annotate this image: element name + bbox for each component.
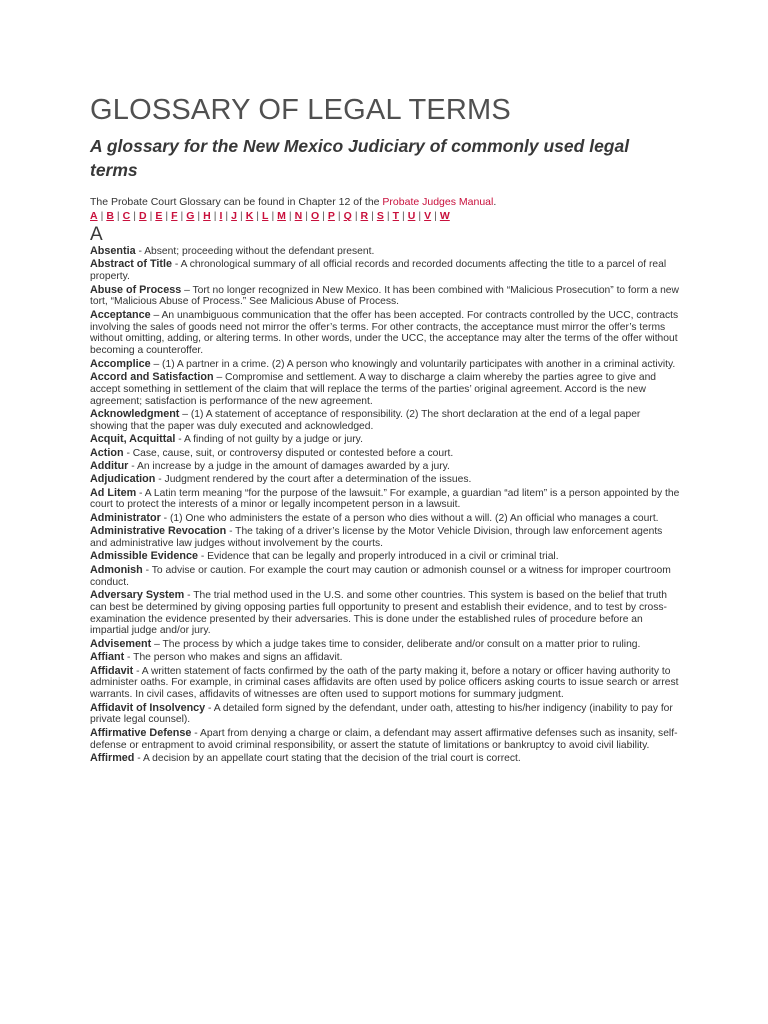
glossary-definition: - The trial method used in the U.S. and some other countries. This system is based on the belief that truth can best be determined by giving opposing parties full opportunity to present and establish their evidence, and to test by cross-examination the evidence presented by their adversaries. This is done under the established rules of procedure before an impartial judge and/or jury. xyxy=(90,590,667,637)
glossary-entry xyxy=(90,703,680,727)
glossary-entry xyxy=(90,639,680,651)
glossary-term: Acknowledgment xyxy=(90,407,180,420)
glossary-term: Affiant xyxy=(90,651,125,664)
glossary-term: Affirmative Defense xyxy=(90,726,192,739)
letter-link-g[interactable]: G xyxy=(186,210,195,222)
glossary-entry xyxy=(90,246,680,258)
letter-link-t[interactable]: T xyxy=(392,210,400,222)
glossary-entry xyxy=(90,526,680,550)
glossary-definition: - The person who makes and signs an affidavit. xyxy=(124,652,343,664)
alphabet-separator: | xyxy=(305,210,308,222)
alphabet-separator: | xyxy=(180,210,184,222)
letter-link-n[interactable]: N xyxy=(294,210,303,222)
glossary-entry xyxy=(90,513,680,525)
glossary-definition: - Case, cause, suit, or controversy disputed or contested before a court. xyxy=(123,447,454,459)
letter-link-o[interactable]: O xyxy=(310,210,320,222)
intro-text-end: . xyxy=(493,196,497,208)
glossary-definition: - Apart from denying a charge or claim, a defendant may assert affirmative defenses such as insanity, self-defense or entrapment to avoid criminal responsibility, or assert the statute of limitations or bankruptcy to avoid civil liability. xyxy=(90,727,678,751)
section-heading-a: A xyxy=(90,224,103,245)
probate-judges-manual-link[interactable]: Probate Judges Manual xyxy=(382,196,494,208)
glossary-entry xyxy=(90,372,680,407)
letter-link-k[interactable]: K xyxy=(245,210,254,222)
glossary-entry xyxy=(90,488,680,512)
letter-link-d[interactable]: D xyxy=(138,210,147,222)
letter-link-u[interactable]: U xyxy=(407,210,416,222)
glossary-definition: – (1) A statement of acceptance of responsibility. (2) The short declaration at the end of a legal paper showing that the paper was duly executed and acknowledged. xyxy=(90,408,641,432)
glossary-entry xyxy=(90,652,680,664)
glossary-term: Admissible Evidence xyxy=(90,550,199,563)
glossary-entry xyxy=(90,359,680,371)
glossary-entry xyxy=(90,753,680,765)
glossary-definition: - A decision by an appellate court stating that the decision of the trial court is correct. xyxy=(134,752,521,764)
alphabet-separator: | xyxy=(371,210,374,222)
alphabet-separator: | xyxy=(225,210,229,222)
glossary-entry xyxy=(90,666,680,701)
glossary-term: Advisement xyxy=(90,637,152,650)
glossary-definition: - A detailed form signed by the defendant, under oath, attesting to his/her indigency (inability to pay for private legal counsel). xyxy=(90,702,673,726)
glossary-page xyxy=(90,92,680,766)
glossary-entry xyxy=(90,259,680,283)
glossary-term: Acceptance xyxy=(90,308,151,321)
glossary-term: Ad Litem xyxy=(90,486,137,499)
glossary-term: Accord and Satisfaction xyxy=(90,370,214,383)
letter-link-l[interactable]: L xyxy=(262,210,269,222)
alphabet-separator: | xyxy=(100,210,104,222)
alphabet-separator: | xyxy=(402,210,405,222)
glossary-term: Administrative Revocation xyxy=(90,525,227,538)
glossary-term: Abstract of Title xyxy=(90,258,172,271)
page-subtitle: A glossary for the New Mexico Judiciary of commonly used legal terms xyxy=(90,136,630,180)
alphabet-separator: | xyxy=(133,210,136,222)
glossary-term: Affidavit of Insolvency xyxy=(90,701,206,714)
letter-link-b[interactable]: B xyxy=(106,210,114,222)
page-title: GLOSSARY OF LEGAL TERMS xyxy=(90,94,511,126)
glossary-definition: – An unambiguous communication that the offer has been accepted. For contracts controlled by the UCC, contracts involving the sales of goods need not mirror the offer’s terms. For other contracts, the acceptance must mirror the offer’s terms without omitting, adding, or altering terms. In other words, under the UCC, the acceptance may alter the terms of the offer without becoming a counteroffer. xyxy=(90,309,679,357)
glossary-entries xyxy=(90,246,680,765)
letter-link-q[interactable]: Q xyxy=(343,210,352,222)
alphabet-separator: | xyxy=(288,210,292,222)
glossary-term: Administrator xyxy=(90,511,161,524)
glossary-entry xyxy=(90,551,680,563)
alphabet-separator: | xyxy=(256,210,260,222)
letter-link-c[interactable]: C xyxy=(122,210,131,222)
glossary-entry xyxy=(90,590,680,637)
glossary-definition: – Compromise and settlement. A way to discharge a claim whereby the parties agree to give and accept something in settlement of the claim that will replace the terms of the parties’ original agreement. Accord is the new agreement; satisfaction is performance of the new agreement. xyxy=(90,371,657,407)
glossary-term: Action xyxy=(90,446,124,459)
glossary-definition: – The process by which a judge takes time to consider, deliberate and/or consult on a matter prior to ruling. xyxy=(151,638,641,650)
alphabet-separator: | xyxy=(354,210,358,222)
glossary-entry xyxy=(90,474,680,486)
glossary-definition: - Absent; proceeding without the defendant present. xyxy=(135,246,375,257)
glossary-definition: - To advise or caution. For example the court may caution or admonish counsel or a witness for improper courtroom conduct. xyxy=(90,564,671,588)
glossary-term: Admonish xyxy=(90,563,143,576)
alphabet-separator: | xyxy=(337,210,341,222)
letter-link-h[interactable]: H xyxy=(203,210,211,222)
glossary-term: Acquit, Acquittal xyxy=(90,433,176,446)
glossary-term: Affidavit xyxy=(90,664,134,677)
letter-link-f[interactable]: F xyxy=(171,210,178,222)
alphabet-separator: | xyxy=(116,210,120,222)
glossary-entry xyxy=(90,461,680,473)
letter-link-a[interactable]: A xyxy=(90,210,98,222)
glossary-definition: - The taking of a driver’s license by the Motor Vehicle Division, through law enforcement agents and administrative law judges without involvement by the courts. xyxy=(90,526,663,550)
alphabet-separator: | xyxy=(386,210,390,222)
intro-paragraph xyxy=(90,196,680,209)
glossary-definition: - Evidence that can be legally and properly introduced in a civil or criminal trial. xyxy=(198,551,559,563)
glossary-definition: – Tort no longer recognized in New Mexico. It has been combined with “Malicious Prosecution” to form a new tort, “Malicious Abuse of Process.” See Malicious Abuse of Process. xyxy=(90,284,679,308)
alphabet-separator: | xyxy=(197,210,201,222)
glossary-term: Adjudication xyxy=(90,473,156,486)
alphabet-separator: | xyxy=(213,210,217,222)
letter-link-j[interactable]: J xyxy=(231,210,237,222)
glossary-term: Additur xyxy=(90,459,129,472)
alphabet-separator: | xyxy=(165,210,169,222)
glossary-definition: - A finding of not guilty by a judge or jury. xyxy=(175,434,363,446)
glossary-term: Adversary System xyxy=(90,589,185,602)
glossary-term: Absentia xyxy=(90,245,136,257)
glossary-term: Abuse of Process xyxy=(90,283,182,296)
alphabet-separator: | xyxy=(271,210,275,222)
alphabet-separator: | xyxy=(322,210,325,222)
letter-link-m[interactable]: M xyxy=(277,210,286,222)
glossary-definition: - An increase by a judge in the amount of damages awarded by a jury. xyxy=(128,460,450,472)
letter-link-r[interactable]: R xyxy=(360,210,369,222)
letter-link-v[interactable]: V xyxy=(424,210,432,222)
alphabet-separator: | xyxy=(239,210,243,222)
alphabet-separator: | xyxy=(434,210,437,222)
glossary-entry xyxy=(90,565,680,589)
glossary-entry xyxy=(90,728,680,752)
alphabet-nav xyxy=(90,209,680,223)
glossary-term: Affirmed xyxy=(90,751,135,764)
letter-link-e[interactable]: E xyxy=(155,210,163,222)
intro-text: The Probate Court Glossary can be found in Chapter 12 of the xyxy=(90,196,383,208)
glossary-entry xyxy=(90,285,680,309)
glossary-definition: - A chronological summary of all official records and recorded documents affecting the title to a parcel of real property. xyxy=(90,259,667,283)
letter-link-s[interactable]: S xyxy=(376,210,384,222)
glossary-definition: - Judgment rendered by the court after a determination of the issues. xyxy=(155,474,472,486)
glossary-term: Accomplice xyxy=(90,357,151,370)
glossary-entry xyxy=(90,448,680,460)
glossary-definition: - (1) One who administers the estate of a person who dies without a will. (2) An official who manages a court. xyxy=(160,512,659,524)
glossary-entry xyxy=(90,409,680,433)
letter-link-w[interactable]: W xyxy=(439,210,450,222)
glossary-definition: - A Latin term meaning “for the purpose of the lawsuit.” For example, a guardian “ad litem” is a person appointed by the court to protect the interests of a minor or legally incompetent person in a lawsuit. xyxy=(90,487,680,511)
glossary-entry xyxy=(90,310,680,357)
alphabet-separator: | xyxy=(418,210,422,222)
glossary-entry xyxy=(90,434,680,446)
letter-link-i[interactable]: I xyxy=(219,210,223,222)
letter-link-p[interactable]: P xyxy=(327,210,335,222)
glossary-definition: – (1) A partner in a crime. (2) A person who knowingly and voluntarily participates with another in a criminal activity. xyxy=(150,358,676,370)
alphabet-separator: | xyxy=(149,210,153,222)
glossary-definition: - A written statement of facts confirmed by the oath of the party making it, before a notary or officer having authority to administer oaths. For example, in criminal cases affidavits are often used by police officers asking courts to issue search or arrest warrants. In civil cases, affidavits of witnesses are often used to support motions for summary judgment. xyxy=(90,665,679,701)
